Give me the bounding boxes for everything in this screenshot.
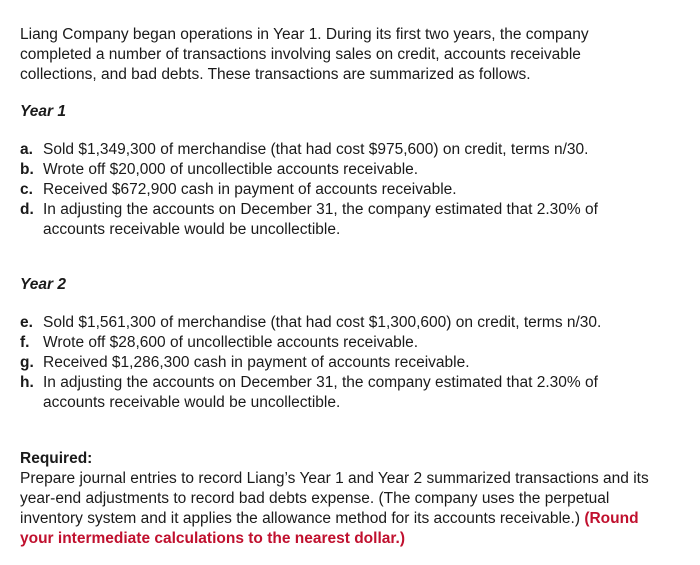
transaction-item-f: [20, 333, 660, 353]
item-letter: g.: [20, 354, 34, 371]
item-text: Received $1,286,300 cash in payment of accounts receivable.: [43, 354, 470, 371]
required-text: Prepare journal entries to record Liang’s Year 1 and Year 2 summarized transactions and its year-end adjustments to record bad debts expense. (The company uses the perpetual inventory system and it applies the allowance method for its accounts receivable.): [20, 470, 649, 527]
item-letter: c.: [20, 181, 33, 198]
required-heading: Required:: [20, 450, 93, 467]
item-text: Wrote off $28,600 of uncollectible accounts receivable.: [43, 334, 419, 351]
item-letter: d.: [20, 201, 34, 218]
item-text: Received $672,900 cash in payment of accounts receivable.: [43, 181, 457, 198]
transaction-item-b: [20, 160, 660, 180]
transaction-item-g: [20, 353, 660, 373]
year-2-heading: Year 2: [20, 276, 66, 293]
item-letter: e.: [20, 314, 33, 331]
year-1-transaction-list: [20, 140, 660, 240]
item-text: In adjusting the accounts on December 31, the company estimated that 2.30% of accounts receivable would be uncollectible.: [43, 201, 598, 238]
transaction-item-h: [20, 373, 660, 413]
transaction-item-d: [20, 200, 660, 240]
item-letter: b.: [20, 161, 34, 178]
transaction-item-c: [20, 180, 660, 200]
transaction-item-e: [20, 313, 660, 333]
item-text: In adjusting the accounts on December 31, the company estimated that 2.30% of accounts receivable would be uncollectible.: [43, 374, 598, 411]
transaction-item-a: [20, 140, 660, 160]
intro-paragraph: Liang Company began operations in Year 1. During its first two years, the company completed a number of transactions involving sales on credit, accounts receivable collections, and bad debts. These transactions are summarized as follows.: [20, 26, 589, 83]
item-letter: h.: [20, 374, 34, 391]
item-text: Wrote off $20,000 of uncollectible accounts receivable.: [43, 161, 419, 178]
item-letter: f.: [20, 334, 30, 351]
rounding-emphasis: (Round your intermediate calculations to the nearest dollar.): [20, 510, 639, 547]
year-1-heading: Year 1: [20, 103, 66, 120]
item-text: Sold $1,561,300 of merchandise (that had cost $1,300,600) on credit, terms n/30.: [43, 314, 602, 331]
required-instructions: [20, 469, 660, 549]
year-2-transaction-list: [20, 313, 660, 413]
item-letter: a.: [20, 141, 33, 158]
item-text: Sold $1,349,300 of merchandise (that had cost $975,600) on credit, terms n/30.: [43, 141, 589, 158]
